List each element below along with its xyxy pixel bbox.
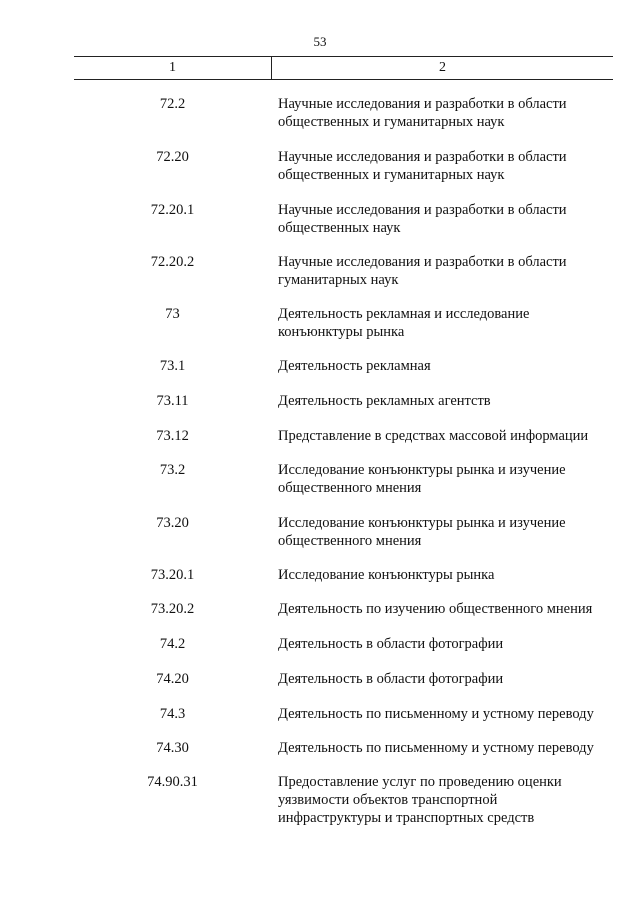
row-description: Исследование конъюнктуры рынка и изучение общественного мнения bbox=[278, 462, 566, 496]
row-code: 72.20.1 bbox=[150, 202, 195, 218]
row-description: Деятельность по изучению общественного мнения bbox=[278, 601, 593, 617]
row-code: 74.2 bbox=[159, 636, 186, 652]
row-code: 72.20.2 bbox=[150, 254, 195, 270]
column-2-header: 2 bbox=[439, 60, 446, 75]
column-1-header: 1 bbox=[169, 60, 176, 75]
row-description: Научные исследования и разработки в области общественных и гуманитарных наук bbox=[278, 149, 567, 183]
row-code: 72.2 bbox=[159, 96, 186, 112]
row-code: 74.20 bbox=[156, 671, 189, 687]
row-code: 74.3 bbox=[159, 706, 186, 722]
row-code: 73.20.1 bbox=[150, 567, 195, 583]
row-code: 73.20.2 bbox=[150, 601, 195, 617]
row-code: 73.20 bbox=[156, 515, 189, 531]
row-description: Исследование конъюнктуры рынка bbox=[278, 567, 495, 583]
row-code: 73.12 bbox=[156, 428, 189, 444]
row-code: 73.2 bbox=[159, 462, 186, 478]
row-description: Исследование конъюнктуры рынка и изучение общественного мнения bbox=[278, 515, 566, 549]
row-description: Деятельность рекламных агентств bbox=[278, 393, 491, 409]
row-description: Деятельность по письменному и устному переводу bbox=[278, 706, 594, 722]
row-description: Предоставление услуг по проведению оценки уязвимости объектов транспортной инфраструктуры и транспортных средств bbox=[278, 774, 562, 826]
row-description: Научные исследования и разработки в области общественных наук bbox=[278, 202, 567, 236]
row-code: 73 bbox=[165, 306, 180, 322]
row-description: Деятельность рекламная bbox=[278, 358, 431, 374]
row-description: Представление в средствах массовой информации bbox=[278, 428, 589, 444]
row-code: 74.90.31 bbox=[147, 774, 198, 790]
page-number: 53 bbox=[313, 34, 327, 49]
row-description: Деятельность в области фотографии bbox=[278, 671, 504, 687]
row-description: Деятельность рекламная и исследование конъюнктуры рынка bbox=[278, 306, 530, 340]
row-description: Деятельность в области фотографии bbox=[278, 636, 504, 652]
row-code: 74.30 bbox=[156, 740, 189, 756]
row-description: Научные исследования и разработки в области гуманитарных наук bbox=[278, 254, 567, 288]
row-description: Деятельность по письменному и устному переводу bbox=[278, 740, 594, 756]
row-description: Научные исследования и разработки в области общественных и гуманитарных наук bbox=[278, 96, 567, 130]
row-code: 73.11 bbox=[156, 393, 189, 409]
row-code: 73.1 bbox=[159, 358, 186, 374]
row-code: 72.20 bbox=[156, 149, 189, 165]
